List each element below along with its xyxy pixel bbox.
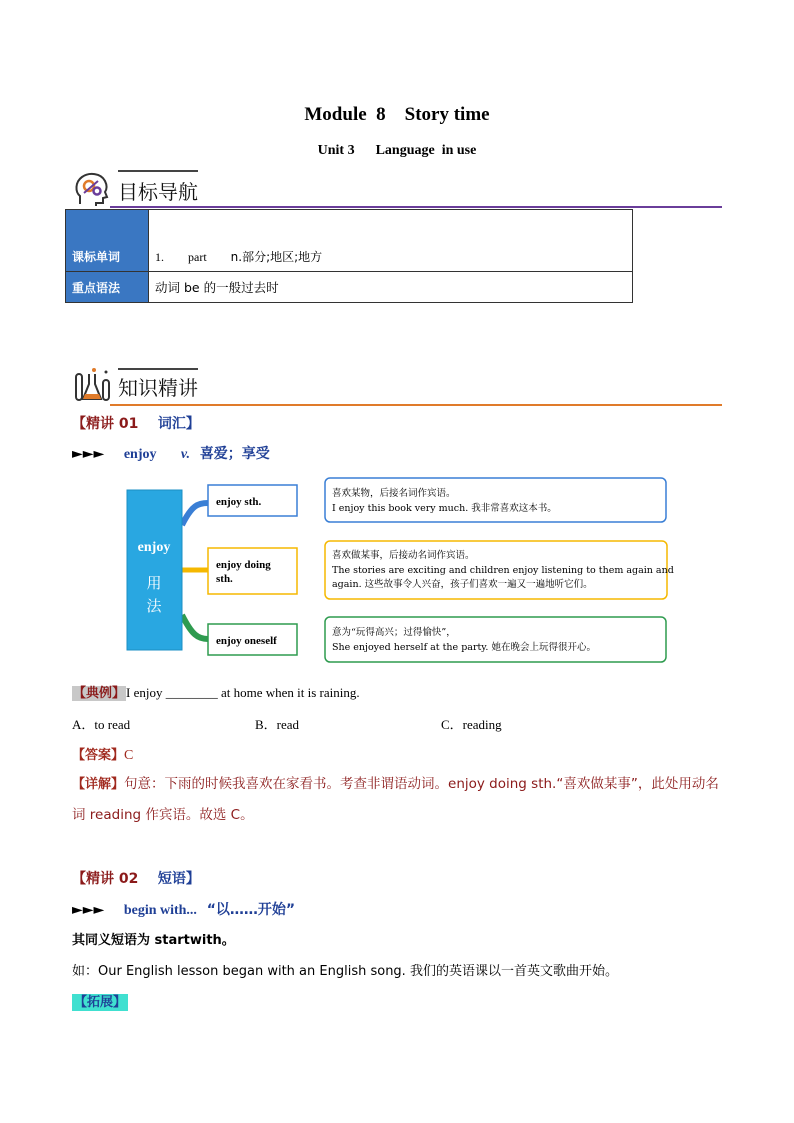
pattern-box-2 <box>208 548 297 594</box>
option-b: B．read <box>255 717 300 732</box>
example-question-text: I enjoy ________ at home when it is raining. <box>126 685 360 700</box>
table-label-spacer <box>66 210 149 242</box>
section-goal-header <box>72 170 732 210</box>
part-of-speech: v. <box>180 447 191 462</box>
desc-box-3 <box>325 617 666 662</box>
document-subtitle: Unit 3 Language in use <box>317 143 477 158</box>
phrase-meaning: “以……开始” <box>206 902 296 918</box>
section-knowledge-header <box>72 366 732 406</box>
vocab-word: part <box>188 249 207 264</box>
synonym-line: 其同义短语为 startwith。 <box>72 933 235 948</box>
section-divider <box>110 404 722 406</box>
table-cell-grammar: 动词 be 的一般过去时 <box>149 272 633 303</box>
phrase-headword: begin with... <box>123 903 197 918</box>
lecture-01-heading <box>72 413 200 433</box>
section-top-bar <box>118 170 198 172</box>
triple-arrow-icon: ►►► <box>72 902 105 918</box>
section-title: 知识精讲 <box>118 376 198 400</box>
pattern-text-2a: enjoy doing <box>216 559 271 571</box>
answer-value: C <box>124 748 134 763</box>
example-tag: 【典例】 <box>73 686 126 701</box>
phrase-example: 如：Our English lesson began with an English song. 我们的英语课以一首英文歌曲开始。 <box>72 964 618 979</box>
section-divider <box>110 206 722 208</box>
pattern-text-2b: sth. <box>216 573 233 585</box>
center-word: enjoy <box>137 540 171 555</box>
vocab-entry-line <box>72 443 270 463</box>
table-cell-vocab <box>149 242 633 272</box>
desc-1-line-1: 喜欢某物，后接名词作宾语。 <box>332 488 456 499</box>
table-cell-spacer <box>149 210 633 242</box>
connector-branch-3 <box>182 615 208 639</box>
example-question <box>72 682 360 701</box>
lecture-topic: 短语】 <box>157 871 200 887</box>
goal-table <box>65 209 633 303</box>
lecture-topic: 词汇】 <box>157 416 200 432</box>
document-title: Module 8 Story time <box>304 104 490 125</box>
section-top-bar <box>118 368 198 370</box>
lecture-number: 【精讲 01 <box>72 416 139 432</box>
center-label-1: 用 <box>146 574 162 592</box>
vocab-headword: enjoy <box>123 447 157 462</box>
option-c: C．reading <box>441 717 502 732</box>
extension-tag: 【拓展】 <box>74 995 127 1010</box>
head-gears-icon <box>72 170 112 210</box>
answer-line <box>72 744 133 764</box>
lecture-number: 【精讲 02 <box>72 871 139 887</box>
enjoy-usage-diagram <box>120 475 680 665</box>
triple-arrow-icon: ►►► <box>72 446 105 462</box>
extension-line <box>72 991 128 1010</box>
connector-branch-1 <box>182 503 208 525</box>
desc-2-line-1: 喜欢做某事，后接动名词作宾语。 <box>332 550 475 561</box>
desc-3-line-1: 意为“玩得高兴；过得愉快”， <box>332 627 456 638</box>
vocab-number: 1. <box>155 249 164 264</box>
explanation-paragraph <box>72 769 722 831</box>
option-a: A．to read <box>72 717 131 732</box>
section-title: 目标导航 <box>118 180 198 204</box>
center-box <box>127 490 182 650</box>
phrase-entry-line <box>72 899 295 919</box>
table-label-grammar: 重点语法 <box>66 272 149 303</box>
explanation-text: 句意：下雨的时候我喜欢在家看书。考查非谓语动词。enjoy doing sth.“喜欢做某事”，此处用动名词 reading 作宾语。故选 C。 <box>72 776 719 823</box>
pattern-text-3: enjoy oneself <box>216 635 277 647</box>
desc-2-line-2: The stories are exciting and children enjoy listening to them again and <box>332 565 674 576</box>
vocab-meaning: n.部分;地区;地方 <box>230 249 323 264</box>
flask-icon <box>72 366 112 406</box>
desc-1-line-2: I enjoy this book very much. 我非常喜欢这本书。 <box>332 503 557 514</box>
answer-tag: 【答案】 <box>72 748 125 763</box>
center-label-2: 法 <box>146 597 162 615</box>
lecture-02-heading <box>72 868 200 888</box>
table-label-vocab: 课标单词 <box>66 242 149 272</box>
desc-2-line-3: again. 这些故事令人兴奋，孩子们喜欢一遍又一遍地听它们。 <box>332 579 593 590</box>
explanation-tag: 【详解】 <box>72 777 125 792</box>
vocab-meaning: 喜爱；享受 <box>199 446 270 462</box>
desc-3-line-2: She enjoyed herself at the party. 她在晚会上玩得很开心。 <box>332 642 596 653</box>
desc-box-1 <box>325 478 666 522</box>
pattern-text-1: enjoy sth. <box>216 496 262 508</box>
